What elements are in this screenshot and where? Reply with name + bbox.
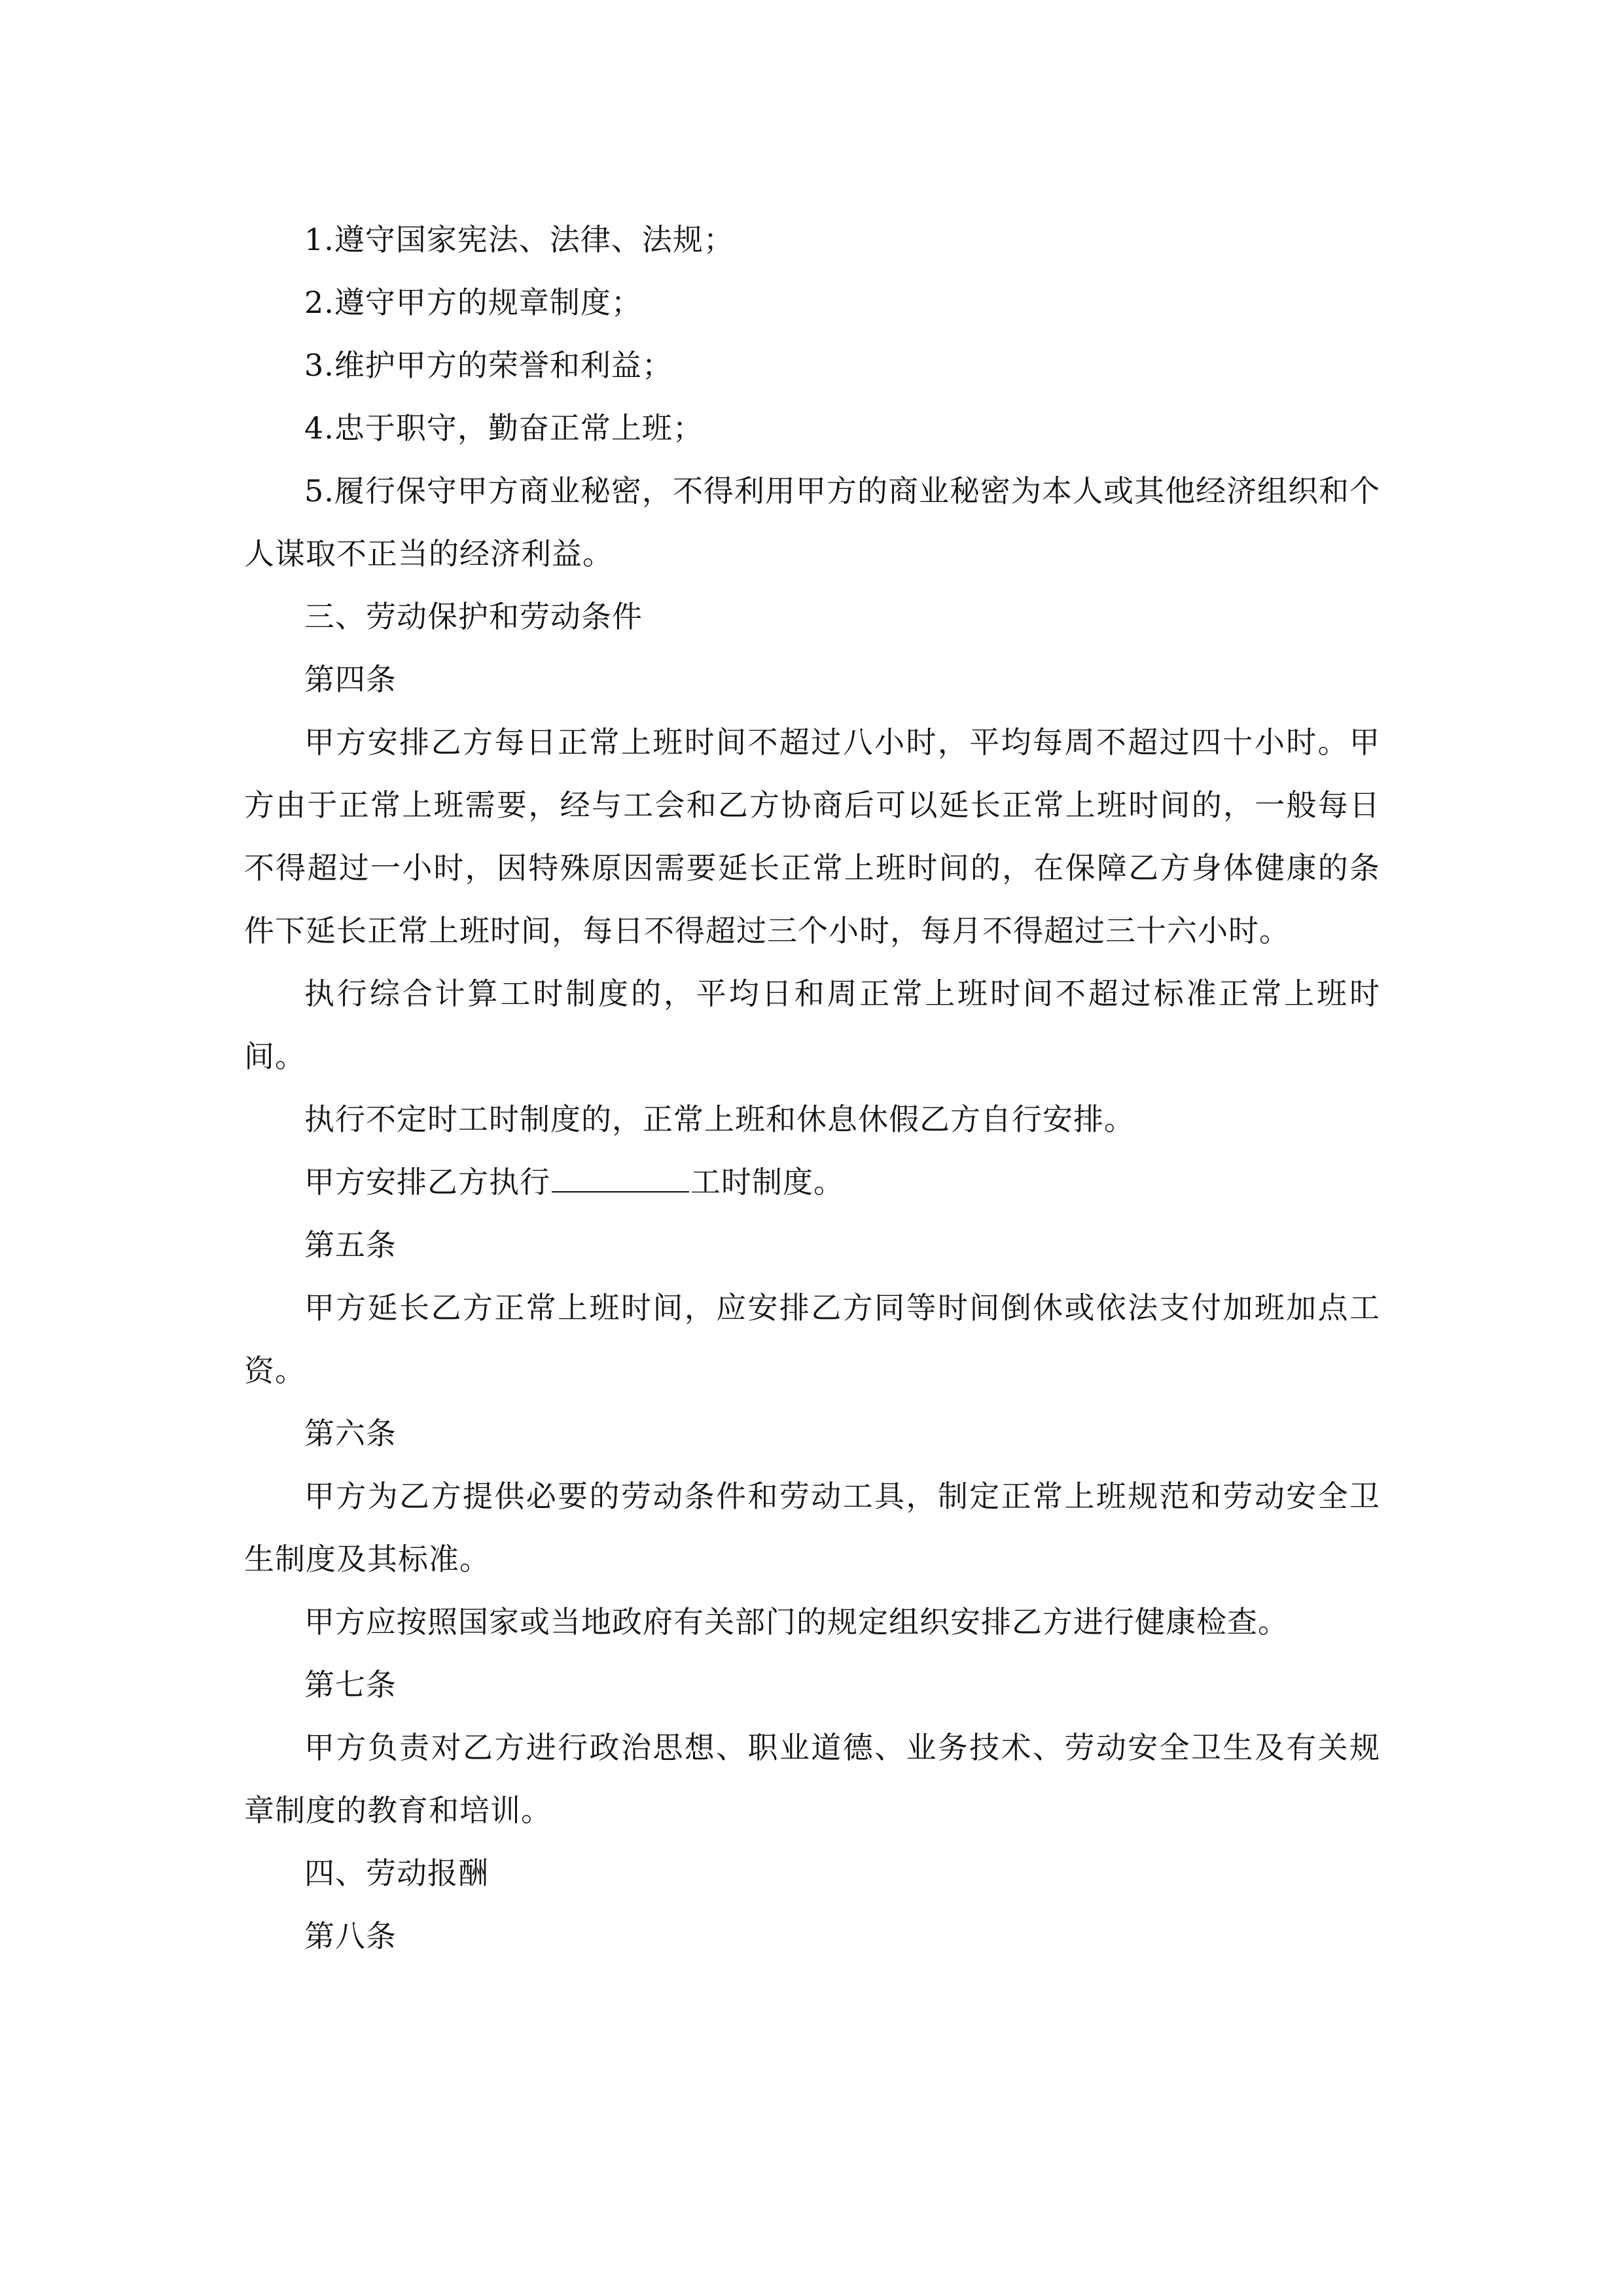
schedule-line-before: 甲方安排乙方执行 [304, 1164, 550, 1200]
schedule-line-after: 工时制度。 [690, 1164, 844, 1200]
article-4-working-hours: 甲方安排乙方每日正常上班时间不超过八小时，平均每周不超过四十小时。甲方由于正常上班需要，经与工会和乙方协商后可以延长正常上班时间的，一般每日不得超过一小时，因特殊原因需要延长正常上班时间的，在保障乙方身体健康的条件下延长正常上班时间，每日不得超过三个小时，每月不得超过三十六小时。 [244, 725, 1380, 948]
section-heading-4: 四、劳动报酬 [304, 1856, 489, 1891]
clause-item-3: 3.维护甲方的荣誉和利益； [304, 348, 673, 383]
flexible-hours-text: 执行不定时工时制度的，正常上班和休息休假乙方自行安排。 [304, 1102, 1135, 1137]
article-heading-8: 第八条 [304, 1918, 397, 1954]
article-5-overtime-text: 甲方延长乙方正常上班时间，应安排乙方同等时间倒休或依法支付加班加点工资。 [244, 1290, 1380, 1388]
clause-item-5: 5.履行保守甲方商业秘密，不得利用甲方的商业秘密为本人或其他经济组织和个人谋取不正当的经济利益。 [244, 473, 1380, 571]
article-6-conditions-text: 甲方为乙方提供必要的劳动条件和劳动工具，制定正常上班规范和劳动安全卫生制度及其标准。 [244, 1479, 1380, 1577]
clause-item-4: 4.忠于职守，勤奋正常上班； [304, 410, 704, 446]
article-7-training-text: 甲方负责对乙方进行政治思想、职业道德、业务技术、劳动安全卫生及有关规章制度的教育和培训。 [244, 1730, 1380, 1828]
section-heading-3: 三、劳动保护和劳动条件 [304, 599, 643, 634]
article-heading-4: 第四条 [304, 662, 397, 697]
article-6-health-check-text: 甲方应按照国家或当地政府有关部门的规定组织安排乙方进行健康检查。 [304, 1604, 1289, 1640]
document-body [244, 208, 1380, 1967]
article-heading-6: 第六条 [304, 1416, 397, 1451]
article-heading-7: 第七条 [304, 1667, 397, 1702]
clause-item-1: 1.遵守国家宪法、法律、法规； [304, 222, 734, 257]
schedule-line [244, 1151, 1380, 1213]
clause-item-2: 2.遵守甲方的规章制度； [304, 285, 642, 320]
comprehensive-hours-text: 执行综合计算工时制度的，平均日和周正常上班时间不超过标准正常上班时间。 [244, 976, 1380, 1074]
schedule-blank-field [552, 1165, 689, 1193]
article-heading-5: 第五条 [304, 1227, 397, 1263]
